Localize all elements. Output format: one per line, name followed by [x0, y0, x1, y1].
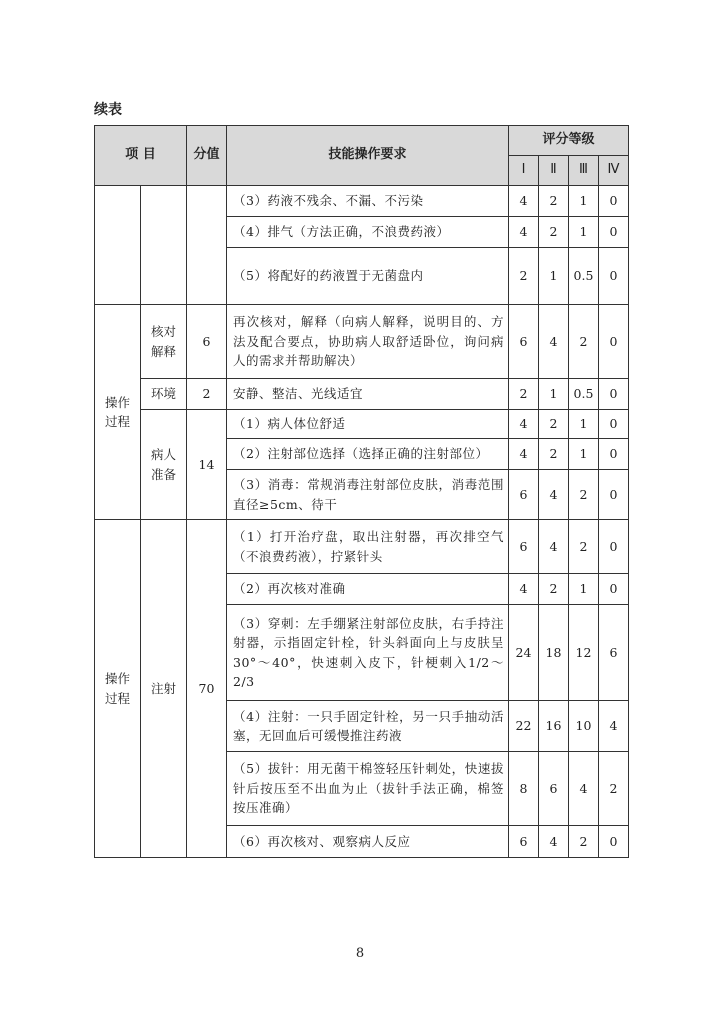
score-cell: 1: [569, 410, 599, 439]
score-cell: 0: [599, 186, 629, 217]
score-cell: 4: [539, 826, 569, 858]
score-cell: 1: [569, 574, 599, 605]
score-cell: 2: [509, 379, 539, 410]
requirement-cell: （3）消毒：常规消毒注射部位皮肤，消毒范围直径≥5cm、待干: [227, 470, 509, 520]
table-row: [95, 379, 629, 410]
requirement-cell: 安静、整洁、光线适宜: [227, 379, 509, 410]
requirement-cell: （4）注射：一只手固定针栓，另一只手抽动活塞，无回血后可缓慢推注药液: [227, 701, 509, 752]
subitem-patient-preparation: 病人准备: [141, 410, 187, 520]
score-cell: 0: [599, 470, 629, 520]
score-cell: 2: [569, 520, 599, 574]
score-cell: 2: [599, 752, 629, 826]
score-cell: 0: [599, 217, 629, 248]
requirement-cell: （2）再次核对准确: [227, 574, 509, 605]
score-cell: 0: [599, 248, 629, 305]
score-cell: 0: [599, 410, 629, 439]
score-cell: 2: [569, 305, 599, 379]
score-cell: 4: [539, 520, 569, 574]
score-cell: 2: [539, 186, 569, 217]
score-cell: 2: [509, 248, 539, 305]
table-row: [95, 305, 629, 379]
score-cell: 4: [539, 305, 569, 379]
table-caption: 续表: [94, 102, 122, 118]
score-cell: 0: [599, 520, 629, 574]
requirement-cell: （4）排气（方法正确，不浪费药液）: [227, 217, 509, 248]
subitem-environment: 环境: [141, 379, 187, 410]
table-row: [95, 520, 629, 574]
score-cell: 22: [509, 701, 539, 752]
score-cell: 4: [539, 470, 569, 520]
subitem-verify: 核对解释: [141, 305, 187, 379]
group-label-operation: 操作过程: [95, 520, 141, 858]
score-cell: 0.5: [569, 379, 599, 410]
empty-cell: [141, 186, 187, 305]
score-cell: 4: [509, 186, 539, 217]
table-row: [95, 410, 629, 439]
subitem-score: 6: [187, 305, 227, 379]
score-cell: 24: [509, 605, 539, 701]
requirement-cell: 再次核对，解释（向病人解释，说明目的、方法及配合要点，协助病人取舒适卧位，询问病人的需求并帮助解决）: [227, 305, 509, 379]
empty-cell: [95, 186, 141, 305]
header-score: 分值: [187, 126, 227, 186]
subitem-score: 2: [187, 379, 227, 410]
header-item: 项 目: [95, 126, 187, 186]
requirement-cell: （1）打开治疗盘，取出注射器，再次排空气（不浪费药液），拧紧针头: [227, 520, 509, 574]
score-cell: 10: [569, 701, 599, 752]
score-cell: 2: [539, 574, 569, 605]
requirement-cell: （6）再次核对、观察病人反应: [227, 826, 509, 858]
score-cell: 1: [569, 186, 599, 217]
score-cell: 18: [539, 605, 569, 701]
score-cell: 6: [509, 470, 539, 520]
scoring-table: [94, 125, 629, 858]
requirement-cell: （5）将配好的药液置于无菌盘内: [227, 248, 509, 305]
requirement-cell: （3）穿刺：左手绷紧注射部位皮肤，右手持注射器，示指固定针栓，针头斜面向上与皮肤呈30°～40°，快速刺入皮下，针梗刺入1/2～2/3: [227, 605, 509, 701]
score-cell: 0: [599, 574, 629, 605]
score-cell: 1: [539, 248, 569, 305]
subitem-score: 14: [187, 410, 227, 520]
empty-cell: [187, 186, 227, 305]
score-cell: 2: [539, 439, 569, 470]
score-cell: 2: [539, 410, 569, 439]
score-cell: 6: [509, 305, 539, 379]
score-cell: 6: [509, 520, 539, 574]
page-number: 8: [355, 946, 365, 961]
requirement-cell: （5）拔针：用无菌干棉签轻压针刺处，快速拔针后按压至不出血为止（拔针手法正确，棉签按压准确）: [227, 752, 509, 826]
header-requirement: 技能操作要求: [227, 126, 509, 186]
header-grade-3: Ⅲ: [569, 156, 599, 186]
score-cell: 2: [539, 217, 569, 248]
score-cell: 4: [569, 752, 599, 826]
header-grade-1: Ⅰ: [509, 156, 539, 186]
score-cell: 0: [599, 379, 629, 410]
subitem-score: 70: [187, 520, 227, 858]
group-label-operation: 操作过程: [95, 305, 141, 520]
score-cell: 1: [569, 439, 599, 470]
score-cell: 6: [539, 752, 569, 826]
header-grade-4: Ⅳ: [599, 156, 629, 186]
score-cell: 12: [569, 605, 599, 701]
score-cell: 2: [569, 470, 599, 520]
score-cell: 4: [599, 701, 629, 752]
score-cell: 6: [509, 826, 539, 858]
score-cell: 8: [509, 752, 539, 826]
score-cell: 4: [509, 574, 539, 605]
score-cell: 1: [569, 217, 599, 248]
score-cell: 4: [509, 439, 539, 470]
score-cell: 16: [539, 701, 569, 752]
requirement-cell: （3）药液不残余、不漏、不污染: [227, 186, 509, 217]
score-cell: 0.5: [569, 248, 599, 305]
score-cell: 4: [509, 217, 539, 248]
score-cell: 0: [599, 305, 629, 379]
header-grade: 评分等级: [509, 126, 629, 156]
score-cell: 1: [539, 379, 569, 410]
requirement-cell: （1）病人体位舒适: [227, 410, 509, 439]
score-cell: 2: [569, 826, 599, 858]
score-cell: 0: [599, 826, 629, 858]
subitem-injection: 注射: [141, 520, 187, 858]
header-grade-2: Ⅱ: [539, 156, 569, 186]
score-cell: 0: [599, 439, 629, 470]
score-cell: 6: [599, 605, 629, 701]
score-cell: 4: [509, 410, 539, 439]
table-row: [95, 186, 629, 217]
requirement-cell: （2）注射部位选择（选择正确的注射部位）: [227, 439, 509, 470]
